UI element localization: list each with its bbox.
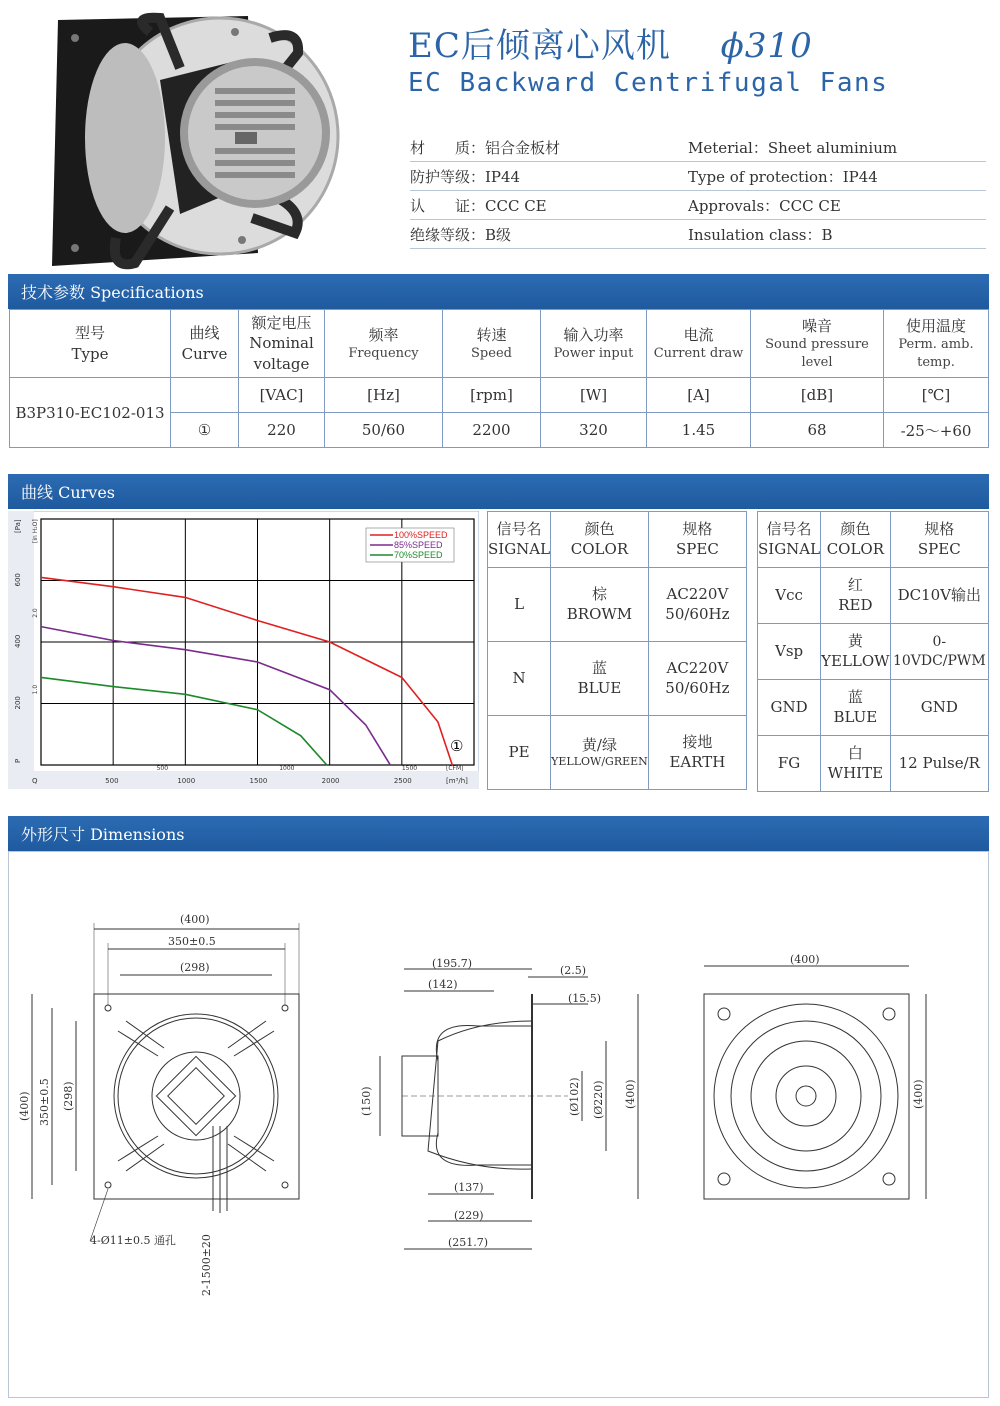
header-en: Speed (471, 345, 512, 361)
header-cn: 使用温度 (905, 316, 966, 335)
header-cn: 频率 (368, 325, 399, 344)
x-tick-cfm: 1000 (279, 765, 295, 772)
signal-color (821, 736, 891, 792)
unit-cell: [rpm] (443, 378, 541, 413)
dim-side-d9: (137) (454, 1181, 484, 1194)
signal-header (890, 512, 988, 568)
signal-spec (648, 716, 746, 790)
property-row (410, 133, 986, 162)
dim-side-d8: (400) (624, 1079, 637, 1109)
header-en: Frequency (348, 345, 419, 361)
dim-side-d2: (142) (428, 978, 458, 991)
property-en: Type of protection：IP44 (688, 167, 878, 186)
signal-spec: 0-10VDC/PWM (890, 624, 988, 680)
header-cn: 型号 (74, 324, 105, 343)
color-cn: 黄 (847, 632, 863, 650)
dim-side-d10: (229) (454, 1209, 484, 1222)
header-en: Sound pressure level (765, 337, 869, 370)
side-view-drawing (402, 994, 568, 1199)
signal-row (758, 680, 989, 736)
color-cn: 红 (847, 576, 863, 594)
property-row (410, 191, 986, 220)
signal-header (551, 512, 649, 568)
header-en: SIGNAL (488, 539, 551, 558)
header-en: Current draw (653, 345, 744, 361)
property-en: Approvals：CCC CE (688, 196, 841, 215)
signal-header-row (758, 512, 989, 568)
y-unit-pa: [Pa] (14, 519, 22, 533)
dim-side-d3: (2.5) (560, 964, 587, 977)
spec-header-cell (325, 310, 443, 378)
header-cn: 输入功率 (563, 325, 624, 344)
header-cn: 电流 (683, 325, 714, 344)
legend-label: 85%SPEED (394, 540, 443, 550)
spec-line: 接地 (682, 733, 713, 751)
header-en: COLOR (570, 539, 629, 558)
color-en: BLUE (833, 707, 878, 726)
dim-side-d4: (15.5) (568, 992, 602, 1005)
unit-cell: [Hz] (325, 378, 443, 413)
signal-color (551, 716, 649, 790)
header-cn: 信号名 (496, 520, 542, 538)
curve-marker: ① (450, 737, 464, 755)
title-size: ϕ310 (720, 26, 813, 66)
header-en: Power input (553, 345, 634, 361)
signal-header-row (488, 512, 747, 568)
signal-name: N (488, 642, 551, 716)
y-tick-inh2o: 1.0 (32, 684, 39, 695)
spec-header-cell (171, 310, 239, 378)
signal-header (488, 512, 551, 568)
signal-row (758, 568, 989, 624)
y-tick-pa: 200 (14, 696, 22, 710)
spec-line: 50/60Hz (665, 604, 730, 623)
unit-cell: [VAC] (239, 378, 325, 413)
spec-header-cell (884, 310, 989, 378)
signal-color (551, 642, 649, 716)
spec-header-cell (541, 310, 647, 378)
value-cell: -25～+60 (884, 413, 989, 448)
signal-name: FG (758, 736, 821, 792)
dim-side-d11: (251.7) (448, 1236, 489, 1249)
signal-spec: GND (890, 680, 988, 736)
dim-back-v: (400) (912, 1079, 925, 1109)
dim-front-v-bolt: 350±0.5 (38, 1078, 51, 1126)
chart-legend (366, 528, 454, 562)
header-cn: 曲线 (189, 324, 220, 343)
dim-side-d5: (150) (360, 1086, 373, 1116)
header-en: Type (71, 344, 109, 363)
header-cn: 颜色 (584, 520, 615, 538)
color-cn: 黄/绿 (581, 735, 617, 754)
x-tick-cfm: 1500 (401, 765, 418, 772)
signal-name: L (488, 568, 551, 642)
signal-color (821, 568, 891, 624)
x-tick-m3h: 500 (105, 777, 119, 785)
header-cn: 规格 (924, 520, 955, 538)
signal-name: Vcc (758, 568, 821, 624)
signal-row (758, 736, 989, 792)
signal-header (821, 512, 891, 568)
dimension-drawings (8, 851, 989, 1398)
signal-spec: 12 Pulse/R (890, 736, 988, 792)
dim-front-inner: (298) (180, 961, 210, 974)
spec-table (9, 309, 989, 448)
dim-side-d6: (Ø102) (568, 1077, 581, 1116)
property-en: Meterial：Sheet aluminium (688, 138, 898, 157)
spec-header-row (10, 310, 989, 378)
color-en: RED (838, 595, 873, 614)
property-row (410, 162, 986, 191)
dim-front-v-overall: (400) (18, 1091, 31, 1121)
header-en: Curve (181, 344, 228, 363)
property-row (410, 220, 986, 249)
curve-cell: ① (171, 413, 239, 448)
x-tick-m3h: 1000 (177, 777, 196, 785)
header-en: SPEC (676, 539, 719, 558)
spec-line: AC220V (666, 659, 729, 677)
header-cn: 信号名 (766, 520, 812, 538)
header-cn: 规格 (682, 520, 713, 538)
unit-cell: [dB] (751, 378, 884, 413)
signal-color (821, 680, 891, 736)
legend-label: 70%SPEED (394, 550, 443, 560)
header-cn: 颜色 (840, 520, 871, 538)
y-tick-pa: 600 (14, 573, 22, 587)
signal-table-power (487, 511, 747, 790)
color-cn: 蓝 (847, 688, 863, 706)
spec-header-cell (443, 310, 541, 378)
header-cn: 额定电压 (251, 314, 312, 333)
spec-line: EARTH (669, 752, 726, 771)
spec-line: AC220V (666, 585, 729, 603)
performance-chart (8, 511, 479, 789)
signal-color (551, 568, 649, 642)
color-cn: 白 (847, 744, 863, 762)
title-cn: EC后倾离心风机 (408, 26, 671, 66)
dimensions-section-header: 外形尺寸 Dimensions (8, 816, 989, 851)
value-cell: 320 (541, 413, 647, 448)
header-en: Perm. amb. temp. (898, 337, 974, 370)
spec-header-cell (751, 310, 884, 378)
dim-front-holes: 4-Ø11±0.5 通孔 (90, 1234, 176, 1247)
property-cn: 防护等级：IP44 (410, 167, 521, 186)
color-cn: 蓝 (591, 659, 607, 677)
x-tick-m3h: 2000 (321, 777, 340, 785)
color-cn: 棕 (591, 585, 607, 603)
signal-spec (648, 568, 746, 642)
signal-spec (648, 642, 746, 716)
y-unit-inh2o: [in H₂O] (32, 519, 39, 543)
x-tick-cfm: 500 (156, 765, 169, 772)
color-en: YELLOW/GREEN (551, 755, 648, 769)
signal-spec: DC10V输出 (890, 568, 988, 624)
value-cell: 1.45 (647, 413, 751, 448)
property-cn: 材 质：铝合金板材 (410, 138, 561, 157)
unit-cell: [℃] (884, 378, 989, 413)
value-cell: 220 (239, 413, 325, 448)
spec-empty-cell (171, 378, 239, 413)
spec-header-cell (239, 310, 325, 378)
spec-header-cell (647, 310, 751, 378)
signal-table-control (757, 511, 989, 792)
x-unit-m3h: [m³/h] (446, 777, 468, 785)
dim-side-d7: (Ø220) (592, 1080, 605, 1119)
dim-front-cable: 2-1500±20 (200, 1234, 213, 1296)
page-subtitle: EC Backward Centrifugal Fans (408, 68, 889, 98)
property-cn: 绝缘等级：B级 (410, 225, 512, 244)
signal-header (648, 512, 746, 568)
signal-name: GND (758, 680, 821, 736)
header-en: COLOR (826, 539, 885, 558)
properties-list (410, 133, 986, 249)
dim-back-h: (400) (790, 953, 820, 966)
unit-cell: [W] (541, 378, 647, 413)
header-en: SPEC (917, 539, 961, 558)
signal-row (488, 716, 747, 790)
y-tick-pa: 400 (14, 634, 22, 648)
spec-section-header: 技术参数 Specifications (8, 274, 989, 309)
x-tick-m3h: 1500 (249, 777, 268, 785)
signal-header (758, 512, 821, 568)
signal-name: PE (488, 716, 551, 790)
color-en: BROWM (566, 604, 633, 623)
color-en: BLUE (577, 678, 622, 697)
unit-cell: [A] (647, 378, 751, 413)
dim-front-overall: (400) (180, 913, 210, 926)
signal-name: Vsp (758, 624, 821, 680)
value-cell: 2200 (443, 413, 541, 448)
dim-front-bolt: 350±0.5 (168, 935, 216, 948)
x-unit-cfm: [CFM] (446, 765, 464, 772)
header-cn: 噪音 (801, 316, 832, 335)
product-photo (30, 8, 380, 273)
y-axis-label: P (14, 758, 22, 763)
signal-row (758, 624, 989, 680)
legend-label: 100%SPEED (394, 530, 448, 540)
color-en: YELLOW (821, 651, 890, 670)
spec-header-cell (10, 310, 171, 378)
back-view-drawing (704, 994, 909, 1199)
dim-front-v-inner: (298) (62, 1081, 75, 1111)
front-view-drawing (94, 994, 299, 1213)
value-cell: 68 (751, 413, 884, 448)
property-cn: 认 证：CCC CE (410, 196, 547, 215)
x-axis-label: Q (32, 777, 38, 785)
header-cn: 转速 (476, 325, 507, 344)
color-en: WHITE (827, 763, 884, 782)
y-tick-inh2o: 2.0 (32, 608, 39, 618)
property-en: Insulation class：B (688, 225, 833, 244)
model-cell: B3P310-EC102-013 (10, 378, 171, 448)
signal-row (488, 568, 747, 642)
signal-row (488, 642, 747, 716)
header-en: Nominal voltage (249, 334, 314, 373)
spec-unit-row (10, 378, 989, 413)
header-en: SIGNAL (758, 539, 821, 558)
value-cell: 50/60 (325, 413, 443, 448)
curves-section-header: 曲线 Curves (8, 474, 989, 509)
spec-line: 50/60Hz (665, 678, 730, 697)
page-title (408, 18, 813, 67)
signal-color (821, 624, 891, 680)
x-tick-m3h: 2500 (393, 777, 412, 785)
dim-side-d1: (195.7) (432, 957, 473, 970)
